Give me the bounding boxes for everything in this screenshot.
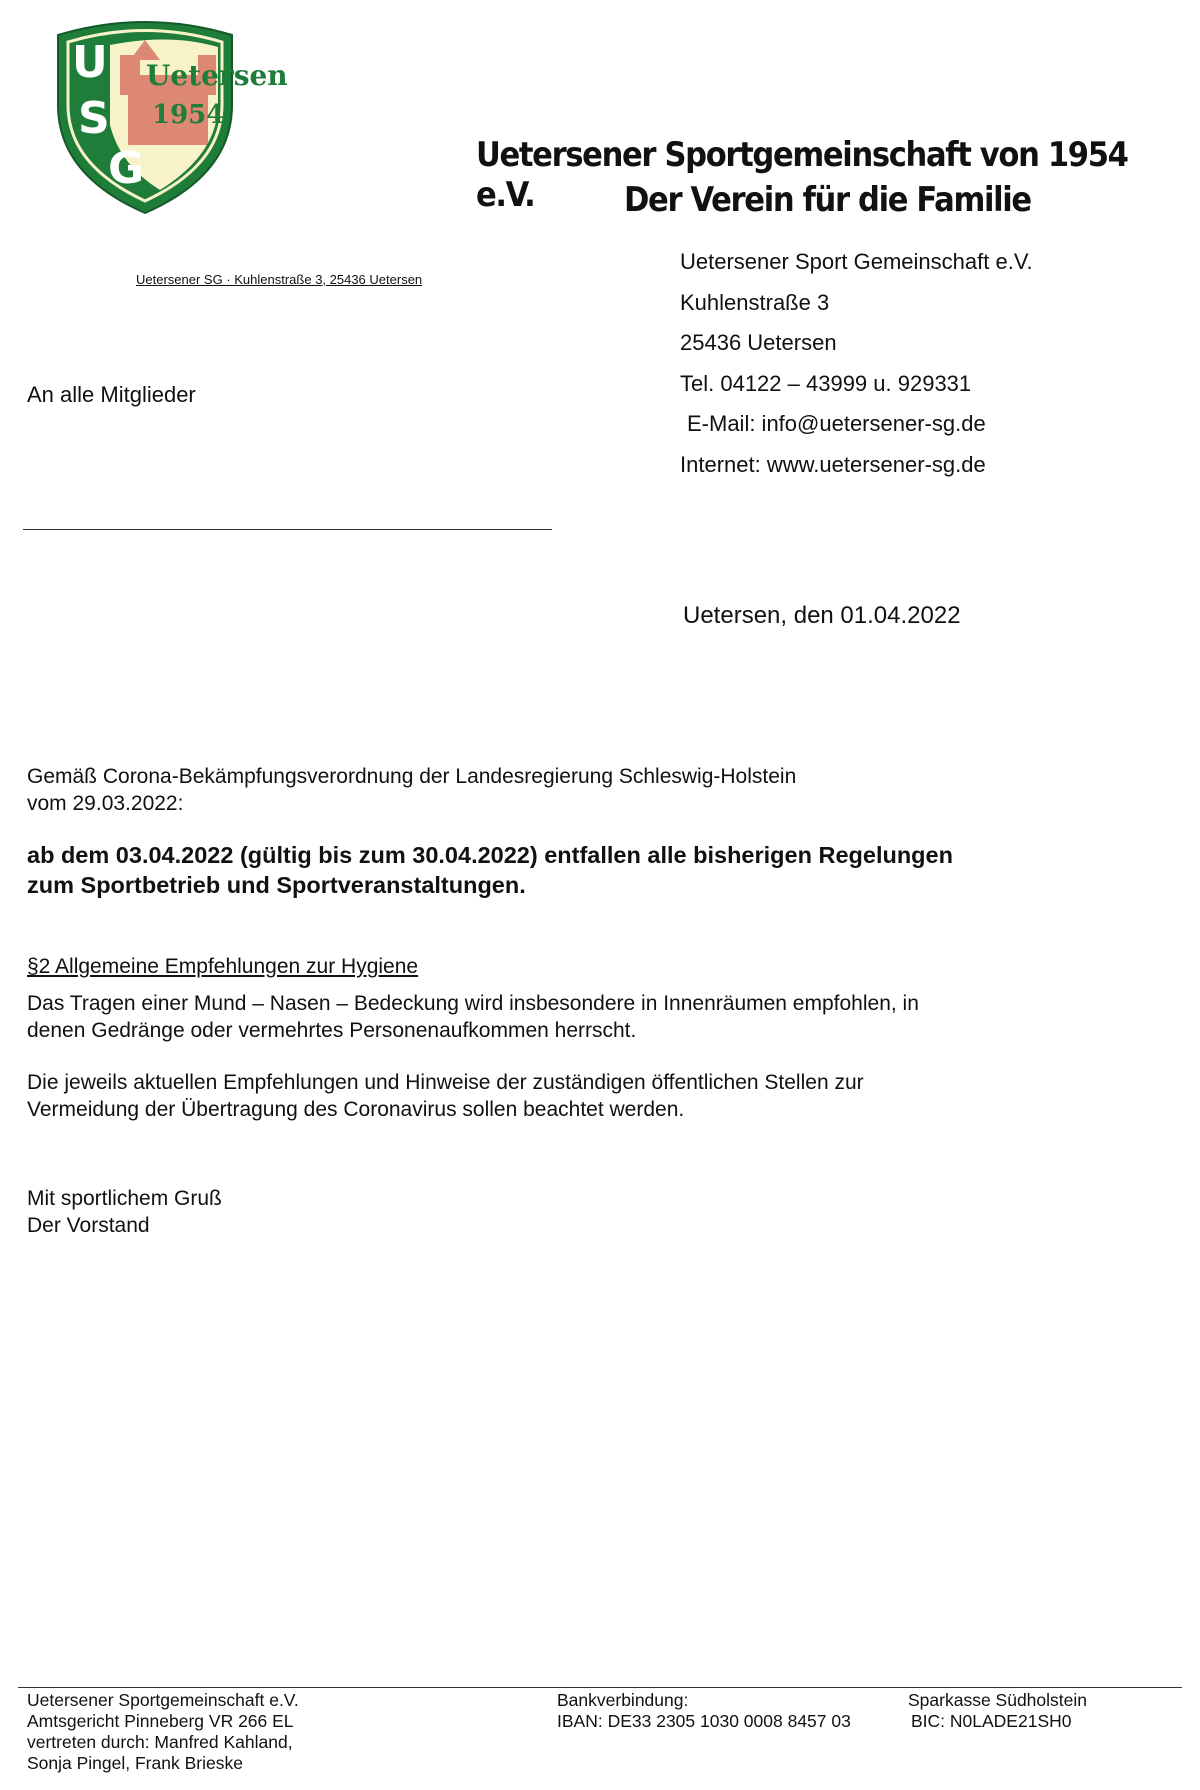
logo-year-text: 1954 — [152, 100, 225, 130]
letter-date: Uetersen, den 01.04.2022 — [683, 602, 961, 629]
intro-line: vom 29.03.2022: — [27, 792, 184, 815]
intro-paragraph — [27, 763, 796, 817]
footer-line: Sonja Pingel, Frank Brieske — [27, 1753, 243, 1773]
footer-line: Amtsgericht Pinneberg VR 266 EL — [27, 1711, 294, 1731]
logo-letter-g: G — [108, 143, 145, 194]
footer-bank-label: Bankverbindung: — [557, 1690, 689, 1710]
footer-iban: IBAN: DE33 2305 1030 0008 8457 03 — [557, 1711, 851, 1731]
contact-city: 25436 Uetersen — [680, 330, 837, 355]
paragraph-line: Die jeweils aktuellen Empfehlungen und Hinweise der zuständigen öffentlichen Stellen zur — [27, 1071, 864, 1094]
headline-paragraph — [27, 840, 953, 900]
contact-street: Kuhlenstraße 3 — [680, 289, 830, 315]
footer-divider — [18, 1687, 1182, 1688]
footer-bic: BIC: N0LADE21SH0 — [911, 1711, 1072, 1731]
paragraph-line: denen Gedränge oder vermehrtes Personenaufkommen herrscht. — [27, 1019, 637, 1042]
footer-line: Uetersener Sportgemeinschaft e.V. — [27, 1690, 299, 1710]
footer-line: vertreten durch: Manfred Kahland, — [27, 1732, 293, 1752]
recipient: An alle Mitglieder — [27, 382, 196, 407]
contact-name: Uetersener Sport Gemeinschaft e.V. — [680, 249, 1033, 274]
contact-phone: Tel. 04122 – 43999 u. 929331 — [680, 370, 972, 396]
sender-return-address: Uetersener SG · Kuhlenstraße 3, 25436 Uetersen — [136, 272, 423, 287]
recommendations-paragraph — [27, 1069, 864, 1123]
headline-line: zum Sportbetrieb und Sportveranstaltungen. — [27, 872, 526, 898]
footer-bank — [557, 1690, 851, 1732]
contact-email: E-Mail: info@uetersener-sg.de — [687, 411, 986, 436]
closing-signatory: Der Vorstand — [27, 1214, 150, 1237]
footer-bank-details — [908, 1690, 1087, 1732]
logo-letter-u: U — [72, 37, 108, 88]
logo-town-text: Uetersen — [146, 59, 288, 92]
closing-greeting: Mit sportlichem Gruß — [27, 1187, 222, 1210]
logo-letter-s: S — [78, 93, 110, 144]
letterhead-subtitle: Der Verein für die Familie — [624, 180, 1031, 220]
intro-line: Gemäß Corona-Bekämpfungsverordnung der Landesregierung Schleswig-Holstein — [27, 765, 797, 788]
headline-line: ab dem 03.04.2022 (gültig bis zum 30.04.2022) entfallen alle bisherigen Regelungen — [27, 842, 953, 868]
contact-block — [680, 242, 1033, 485]
hygiene-paragraph — [27, 990, 919, 1044]
paragraph-line: Das Tragen einer Mund – Nasen – Bedeckung wird insbesondere in Innenräumen empfohlen, in — [27, 992, 919, 1015]
paragraph-line: Vermeidung der Übertragung des Coronavirus sollen beachtet werden. — [27, 1098, 685, 1121]
section-heading: §2 Allgemeine Empfehlungen zur Hygiene — [27, 955, 419, 978]
club-logo — [50, 15, 288, 215]
letterhead-title: Uetersener Sportgemeinschaft von 1954 e.V. — [476, 135, 1128, 215]
footer-registration — [27, 1690, 299, 1774]
closing — [27, 1185, 222, 1239]
contact-website: Internet: www.uetersener-sg.de — [680, 451, 986, 477]
address-divider — [23, 529, 552, 530]
footer-bank-name: Sparkasse Südholstein — [908, 1690, 1087, 1710]
